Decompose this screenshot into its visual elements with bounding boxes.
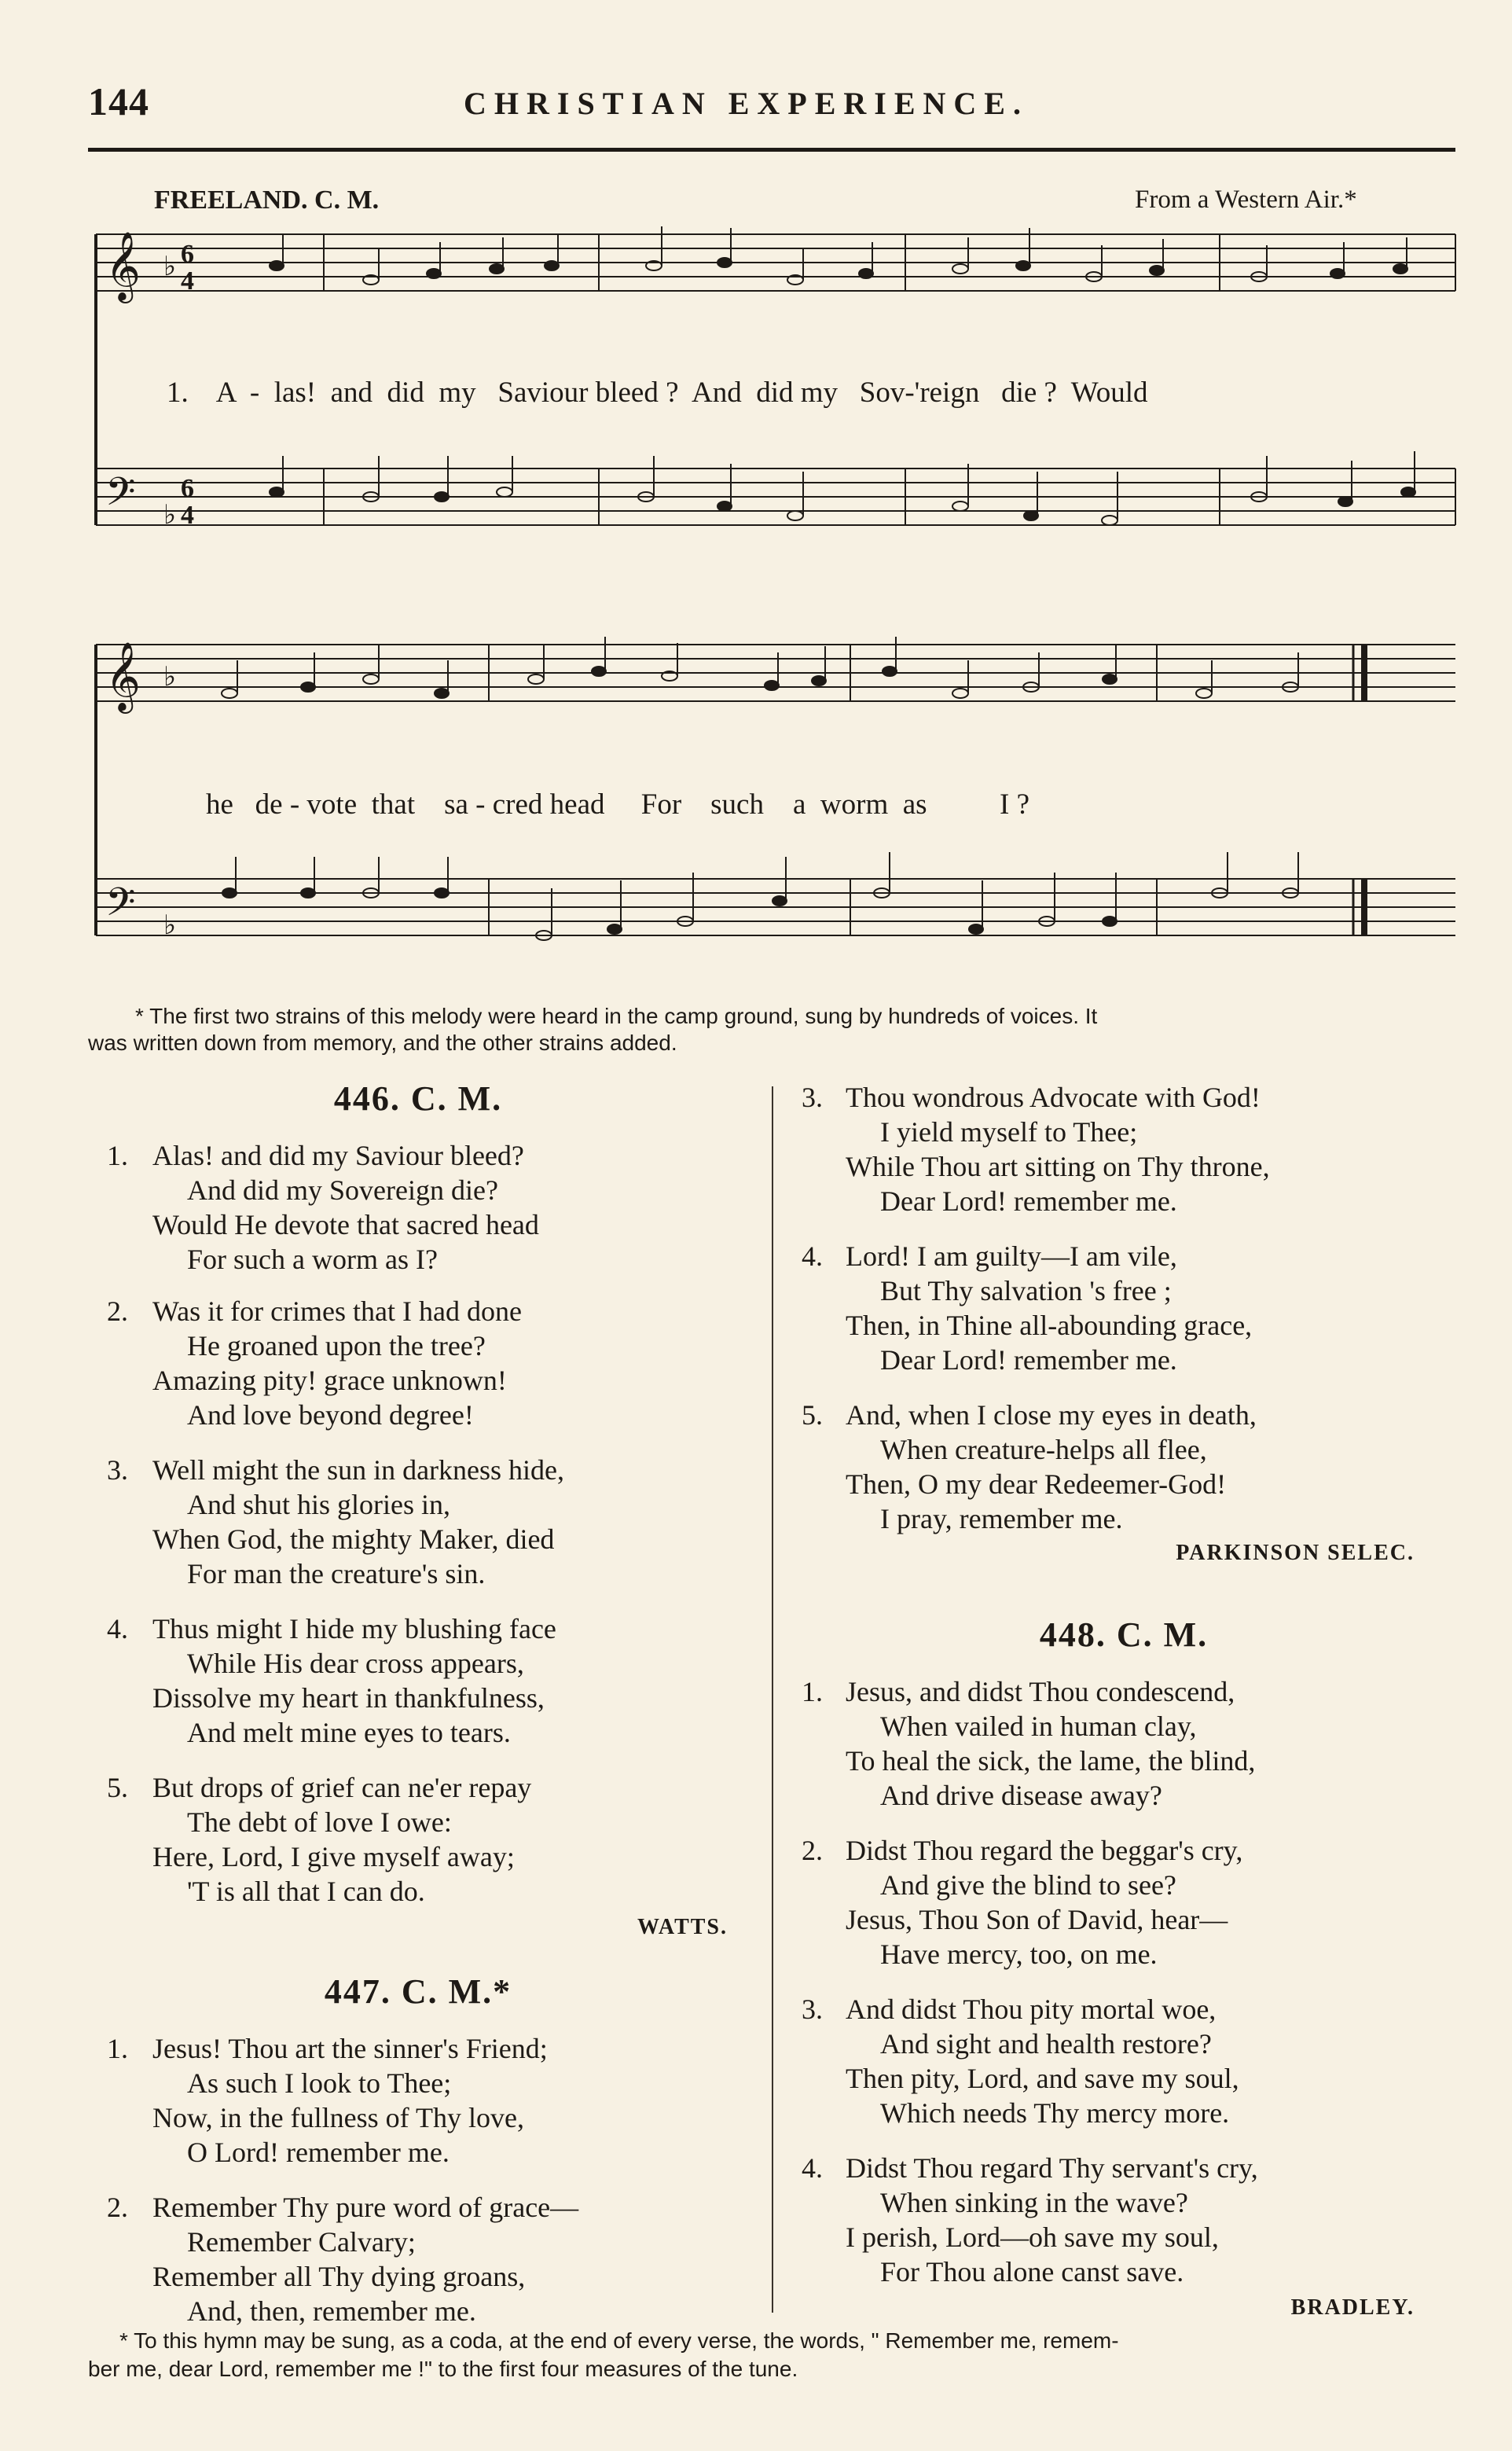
- verse-number: 4.: [802, 2152, 823, 2184]
- verse-line: While His dear cross appears,: [187, 1648, 524, 1679]
- header-rule: [88, 148, 1455, 152]
- verse-number: 3.: [107, 1454, 128, 1486]
- verse-number: 1.: [107, 2033, 128, 2064]
- hymn-448-verse-3: [802, 1992, 1462, 2130]
- verse-line: Was it for crimes that I had done: [152, 1295, 522, 1327]
- hymn-446-number: 446. C. M.: [333, 1079, 503, 1118]
- verse-line: The debt of love I owe:: [187, 1806, 452, 1838]
- hymn-448-verse-1: [802, 1674, 1462, 1813]
- bottom-footnote-line-1: * To this hymn may be sung, as a coda, at the end of every verse, the words, " Remember me, remem-: [119, 2328, 1119, 2353]
- music-lyrics-line-1: 1. A - las! and did my Saviour bleed ? And did my Sov-'reign die ? Would: [167, 377, 1148, 409]
- svg-text:𝄞: 𝄞: [105, 230, 141, 300]
- hymn-447-verse-3: [802, 1080, 1462, 1218]
- verse-line: Here, Lord, I give myself away;: [152, 1841, 515, 1872]
- hymn-446-verse-4: [107, 1611, 759, 1750]
- verse-line: Dear Lord! remember me.: [880, 1185, 1177, 1217]
- verse-line: Didst Thou regard Thy servant's cry,: [846, 2152, 1258, 2184]
- svg-text:♭: ♭: [163, 501, 177, 530]
- verse-line: But drops of grief can ne'er repay: [152, 1772, 532, 1803]
- verse-line: Dissolve my heart in thankfulness,: [152, 1682, 545, 1714]
- hymn-447-author: PARKINSON SELEC.: [1176, 1541, 1415, 1565]
- hymn-447-verse-2: [107, 2190, 759, 2328]
- verse-number: 1.: [107, 1140, 128, 1171]
- verse-line: Remember Calvary;: [187, 2226, 416, 2258]
- verse-line: Jesus, and didst Thou condescend,: [846, 1676, 1235, 1707]
- verse-line: For Thou alone canst save.: [880, 2256, 1184, 2287]
- music-footnote-line-1: * The first two strains of this melody were heard in the camp ground, sung by hundreds of voices. It: [135, 1004, 1098, 1028]
- section-title: CHRISTIAN EXPERIENCE.: [464, 86, 1029, 121]
- hymn-446-verse-2: [107, 1294, 759, 1432]
- music-footnote-line-2: was written down from memory, and the other strains added.: [88, 1031, 677, 1055]
- verse-line: When vailed in human clay,: [880, 1711, 1197, 1742]
- verse-line: I perish, Lord—oh save my soul,: [846, 2221, 1219, 2253]
- svg-text:6: 6: [181, 474, 194, 503]
- verse-line: Then, in Thine all-abounding grace,: [846, 1310, 1253, 1341]
- verse-line: To heal the sick, the lame, the blind,: [846, 1745, 1256, 1777]
- verse-line: But Thy salvation 's free ;: [880, 1275, 1172, 1306]
- svg-text:♭: ♭: [163, 911, 177, 940]
- verse-number: 5.: [802, 1399, 823, 1431]
- hymn-446-verse-5: [107, 1770, 759, 1909]
- hymn-448-verse-2: [802, 1833, 1462, 1971]
- verse-line: And love beyond degree!: [187, 1399, 474, 1431]
- svg-text:𝄢: 𝄢: [105, 880, 136, 935]
- verse-number: 3.: [802, 1994, 823, 2025]
- verse-line: Jesus! Thou art the sinner's Friend;: [152, 2033, 548, 2064]
- music-footnote: [88, 1003, 1463, 1056]
- verse-line: Jesus, Thou Son of David, hear—: [846, 1904, 1228, 1935]
- verse-line: For man the creature's sin.: [187, 1558, 486, 1589]
- verse-number: 4.: [107, 1613, 128, 1644]
- svg-text:♭: ♭: [163, 663, 177, 692]
- verse-line: Now, in the fullness of Thy love,: [152, 2102, 524, 2133]
- verse-line: As such I look to Thee;: [187, 2067, 452, 2099]
- tune-source: From a Western Air.*: [1135, 186, 1357, 214]
- svg-text:4: 4: [181, 266, 194, 296]
- verse-line: Dear Lord! remember me.: [880, 1344, 1177, 1376]
- verse-line: And didst Thou pity mortal woe,: [846, 1994, 1217, 2025]
- bottom-footnote-line-2: ber me, dear Lord, remember me !" to the first four measures of the tune.: [88, 2357, 798, 2381]
- verse-number: 2.: [802, 1835, 823, 1866]
- svg-text:4: 4: [181, 501, 194, 530]
- hymn-446-author: WATTS.: [637, 1915, 728, 1939]
- verse-line: Remember all Thy dying groans,: [152, 2261, 526, 2292]
- hymn-448-author: BRADLEY.: [1290, 2295, 1415, 2320]
- verse-line: And, then, remember me.: [187, 2295, 476, 2327]
- hymn-447-number: 447. C. M.*: [324, 1972, 512, 2011]
- hymn-448-number: 448. C. M.: [1039, 1615, 1209, 1654]
- verse-line: O Lord! remember me.: [187, 2137, 450, 2168]
- verse-line: Alas! and did my Saviour bleed?: [152, 1140, 524, 1171]
- verse-line: And melt mine eyes to tears.: [187, 1717, 511, 1748]
- hymn-447-verse-1: [107, 2031, 759, 2170]
- hymn-447-verse-4: [802, 1239, 1462, 1377]
- verse-line: And drive disease away?: [880, 1780, 1162, 1811]
- svg-text:𝄞: 𝄞: [105, 641, 141, 711]
- verse-number: 1.: [802, 1676, 823, 1707]
- verse-line: I pray, remember me.: [880, 1503, 1123, 1534]
- verse-line: Remember Thy pure word of grace—: [152, 2192, 579, 2223]
- verse-line: 'T is all that I can do.: [187, 1876, 425, 1907]
- verse-line: Thou wondrous Advocate with God!: [846, 1082, 1261, 1113]
- verse-line: Which needs Thy mercy more.: [880, 2097, 1230, 2129]
- svg-text:6: 6: [181, 240, 194, 269]
- verse-number: 3.: [802, 1082, 823, 1113]
- bottom-footnote: [88, 2327, 1471, 2383]
- column-divider: [772, 1086, 773, 2313]
- verse-line: Have mercy, too, on me.: [880, 1938, 1158, 1970]
- hymn-448-verse-4: [802, 2151, 1462, 2289]
- hymn-446-verse-3: [107, 1453, 759, 1591]
- page-number: 144: [88, 79, 149, 123]
- verse-number: 4.: [802, 1240, 823, 1272]
- verse-line: Thus might I hide my blushing face: [152, 1613, 556, 1644]
- svg-text:♭: ♭: [163, 252, 177, 281]
- tune-name: FREELAND. C. M.: [154, 186, 380, 215]
- verse-line: When creature-helps all flee,: [880, 1434, 1207, 1465]
- verse-line: Well might the sun in darkness hide,: [152, 1454, 565, 1486]
- verse-line: And did my Sovereign die?: [187, 1174, 498, 1206]
- verse-line: Amazing pity! grace unknown!: [152, 1365, 507, 1396]
- verse-line: Then, O my dear Redeemer-God!: [846, 1468, 1227, 1500]
- verse-line: When sinking in the wave?: [880, 2187, 1188, 2218]
- verse-line: While Thou art sitting on Thy throne,: [846, 1151, 1270, 1182]
- verse-line: Then pity, Lord, and save my soul,: [846, 2063, 1239, 2094]
- verse-line: And, when I close my eyes in death,: [846, 1399, 1257, 1431]
- verse-number: 5.: [107, 1772, 128, 1803]
- music-lyrics-line-2: he de - vote that sa - cred head For such a worm as I ?: [206, 788, 1030, 821]
- verse-number: 2.: [107, 2192, 128, 2223]
- verse-line: Would He devote that sacred head: [152, 1209, 539, 1240]
- verse-line: I yield myself to Thee;: [880, 1116, 1138, 1148]
- hymn-446-verse-1: [107, 1138, 759, 1277]
- hymn-447-verse-5: [802, 1398, 1462, 1536]
- verse-line: Lord! I am guilty—I am vile,: [846, 1240, 1177, 1272]
- verse-line: When God, the mighty Maker, died: [152, 1523, 555, 1555]
- verse-line: And give the blind to see?: [880, 1869, 1176, 1901]
- verse-line: For such a worm as I?: [187, 1244, 438, 1275]
- verse-line: Didst Thou regard the beggar's cry,: [846, 1835, 1243, 1866]
- verse-line: And shut his glories in,: [187, 1489, 451, 1520]
- verse-line: He groaned upon the tree?: [187, 1330, 486, 1361]
- svg-text:𝄢: 𝄢: [105, 469, 136, 524]
- verse-line: And sight and health restore?: [880, 2028, 1212, 2060]
- verse-number: 2.: [107, 1295, 128, 1327]
